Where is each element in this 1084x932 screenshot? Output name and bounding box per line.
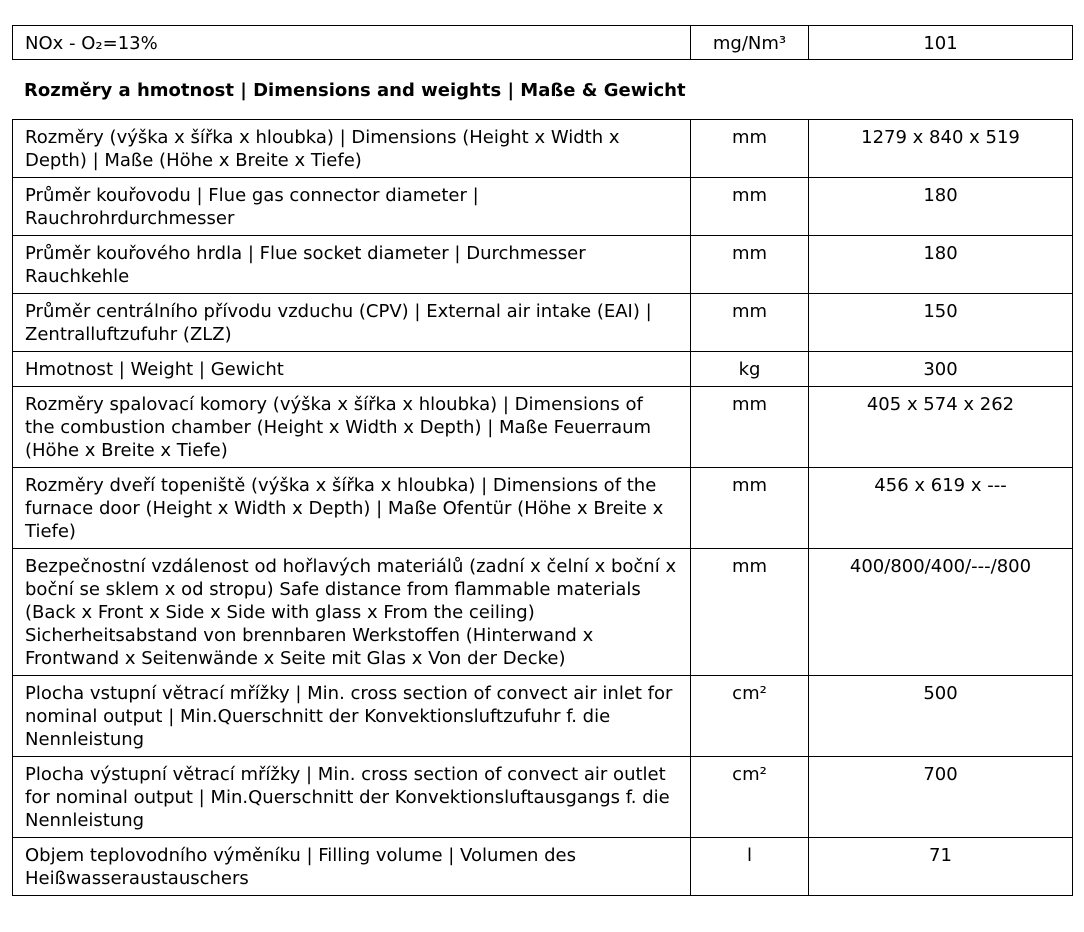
- row-value: 180: [809, 178, 1073, 236]
- row-label: Rozměry dveří topeniště (výška x šířka x hloubka) | Dimensions of the furnace door (Height x Width x Depth) | Maße Ofentür (Höhe x Breite x Tiefe): [13, 468, 691, 549]
- row-label: Průměr kouřovodu | Flue gas connector diameter | Rauchrohrdurchmesser: [13, 178, 691, 236]
- row-label: Průměr centrálního přívodu vzduchu (CPV) | External air intake (EAI) | Zentralluftzufuhr (ZLZ): [13, 294, 691, 352]
- emissions-table: [12, 25, 1073, 60]
- row-unit: mm: [691, 120, 809, 178]
- row-value: 1279 x 840 x 519: [809, 120, 1073, 178]
- table-row: [13, 549, 1073, 676]
- row-unit: mm: [691, 387, 809, 468]
- table-row: [13, 757, 1073, 838]
- row-label: Hmotnost | Weight | Gewicht: [13, 352, 691, 387]
- row-value: 700: [809, 757, 1073, 838]
- row-unit: mm: [691, 549, 809, 676]
- row-value: 180: [809, 236, 1073, 294]
- row-value: 71: [809, 838, 1073, 896]
- row-unit: kg: [691, 352, 809, 387]
- row-value: 456 x 619 x ---: [809, 468, 1073, 549]
- table-row: [13, 236, 1073, 294]
- row-unit: cm²: [691, 757, 809, 838]
- row-unit: l: [691, 838, 809, 896]
- row-value: 101: [809, 26, 1073, 60]
- row-unit: mm: [691, 236, 809, 294]
- row-label: Rozměry spalovací komory (výška x šířka x hloubka) | Dimensions of the combustion chamber (Height x Width x Depth) | Maße Feuerraum (Höhe x Breite x Tiefe): [13, 387, 691, 468]
- dimensions-table: [12, 119, 1073, 896]
- table-row: [13, 676, 1073, 757]
- row-unit: mg/Nm³: [691, 26, 809, 60]
- row-value: 150: [809, 294, 1073, 352]
- table-row: [13, 26, 1073, 60]
- row-unit: cm²: [691, 676, 809, 757]
- table-row: [13, 294, 1073, 352]
- row-label: Objem teplovodního výměníku | Filling volume | Volumen des Heißwasseraustauschers: [13, 838, 691, 896]
- row-value: 300: [809, 352, 1073, 387]
- table-row: [13, 387, 1073, 468]
- row-value: 500: [809, 676, 1073, 757]
- dimensions-table-body: [13, 120, 1073, 896]
- row-value: 400/800/400/---/800: [809, 549, 1073, 676]
- section-title: Rozměry a hmotnost | Dimensions and weights | Maße & Gewicht: [24, 80, 686, 101]
- row-unit: mm: [691, 178, 809, 236]
- row-label: Plocha vstupní větrací mřížky | Min. cross section of convect air inlet for nominal output | Min.Querschnitt der Konvektionsluftzufuhr f. die Nennleistung: [13, 676, 691, 757]
- table-row: [13, 120, 1073, 178]
- row-unit: mm: [691, 294, 809, 352]
- table-row: [13, 838, 1073, 896]
- row-value: 405 x 574 x 262: [809, 387, 1073, 468]
- table-row: [13, 468, 1073, 549]
- row-label: Průměr kouřového hrdla | Flue socket diameter | Durchmesser Rauchkehle: [13, 236, 691, 294]
- row-label: Rozměry (výška x šířka x hloubka) | Dimensions (Height x Width x Depth) | Maße (Höhe x Breite x Tiefe): [13, 120, 691, 178]
- table-row: [13, 178, 1073, 236]
- row-label: NOx - O₂=13%: [13, 26, 691, 60]
- row-unit: mm: [691, 468, 809, 549]
- table-row: [13, 352, 1073, 387]
- row-label: Bezpečnostní vzdálenost od hořlavých materiálů (zadní x čelní x boční x boční se sklem x od stropu) Safe distance from flammable materials (Back x Front x Side x Side with glass x From the ceiling) Sicherheitsabstand von brennbaren Werkstoffen (Hinterwand x Frontwand x Seitenwände x Seite mit Glas x Von der Decke): [13, 549, 691, 676]
- row-label: Plocha výstupní větrací mřížky | Min. cross section of convect air outlet for nominal output | Min.Querschnitt der Konvektionsluftausgangs f. die Nennleistung: [13, 757, 691, 838]
